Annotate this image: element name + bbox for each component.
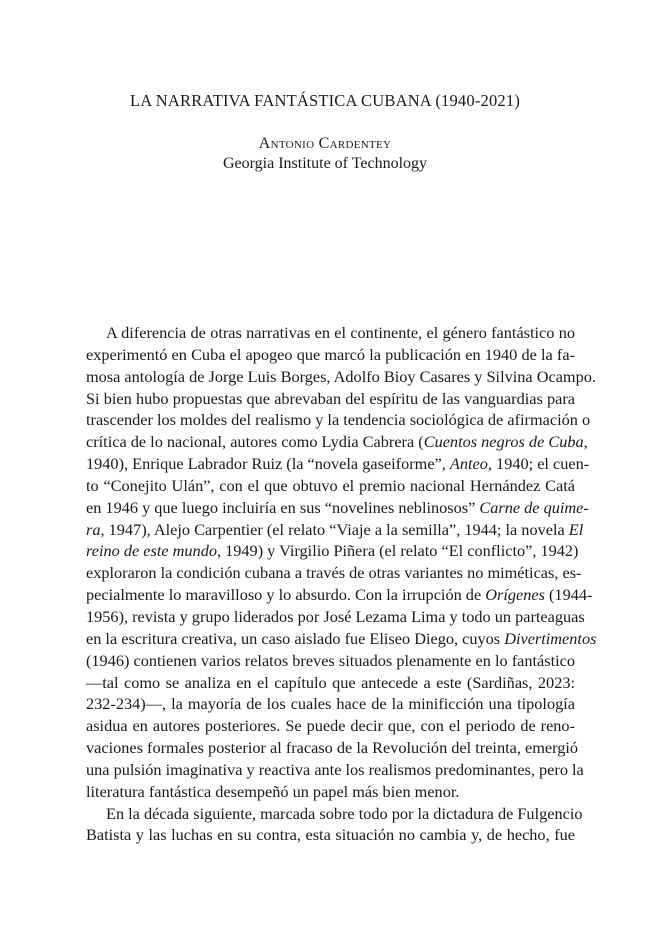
text-run: (1944- <box>544 585 593 605</box>
italic-title: reino de este mundo <box>86 541 217 561</box>
italic-title: Carne de quime- <box>479 497 589 517</box>
text-run: to “Conejito Ulán”, con el que obtuvo el premio nacional Hernández Catá <box>86 475 575 495</box>
text-line <box>86 388 575 410</box>
text-run: 232-234)—, la mayoría de los cuales hace de la minificción una tipología <box>86 694 575 714</box>
text-line <box>86 628 597 650</box>
text-line <box>86 540 579 562</box>
text-run: 1940), Enrique Labrador Ruiz (la “novela gaseiforme”, <box>86 454 450 474</box>
text-run: crítica de lo nacional, autores como Lydia Cabrera ( <box>86 432 424 452</box>
text-run: en la escritura creativa, un caso aislado fue Eliseo Diego, cuyos <box>86 628 505 648</box>
text-run: mosa antología de Jorge Luis Borges, Adolfo Bioy Casares y Silvina Ocampo. <box>86 366 596 386</box>
text-run: , 1949) y Virgilio Piñera (el relato “El conflicto”, 1942) <box>216 541 579 561</box>
text-line <box>86 803 583 825</box>
text-line <box>86 737 579 759</box>
text-line <box>86 322 575 344</box>
text-run: experimentó en Cuba el apogeo que marcó la publicación en 1940 de la fa- <box>86 344 575 364</box>
author-affiliation: Georgia Institute of Technology <box>222 155 428 172</box>
author-name: Antonio Cardentey <box>258 135 392 152</box>
italic-title: Anteo <box>449 454 488 474</box>
italic-title: El <box>568 519 584 539</box>
text-run: —tal como se analiza en el capítulo que antecede a este (Sardiñas, 2023: <box>86 672 575 692</box>
text-line <box>86 366 596 388</box>
text-run: en 1946 y que luego incluiría en sus “novelines neblinosos” <box>86 497 480 517</box>
text-run: literatura fantástica desempeñó un papel más bien menor. <box>86 781 460 801</box>
text-line <box>86 693 575 715</box>
text-line <box>86 453 590 475</box>
text-line <box>86 824 575 846</box>
text-run: (1946) contienen varios relatos breves situados plenamente en lo fantástico <box>86 650 575 670</box>
text-line <box>86 475 575 497</box>
paragraph <box>86 803 583 847</box>
text-run: vaciones formales posterior al fracaso de la Revolución del treinta, emergió <box>86 738 579 758</box>
text-line <box>86 431 588 453</box>
italic-title: Cuentos negros de Cuba <box>423 432 584 452</box>
text-run: asidua en autores posteriores. Se puede decir que, con el periodo de reno- <box>86 716 575 736</box>
italic-title: Divertimentos <box>504 628 597 648</box>
body-text <box>86 322 597 846</box>
text-line <box>86 715 575 737</box>
text-run: una pulsión imaginativa y reactiva ante los realismos predominantes, pero la <box>86 759 584 779</box>
text-line <box>86 781 575 803</box>
text-line <box>86 672 575 694</box>
text-line <box>86 497 589 519</box>
text-run: , 1947), Alejo Carpentier (el relato “Viaje a la semilla”, 1944; la novela <box>100 519 569 539</box>
text-run: Batista y las luchas en su contra, esta situación no cambia y, de hecho, fue <box>86 825 575 845</box>
text-run: , 1940; el cuen- <box>487 454 590 474</box>
text-line <box>86 759 584 781</box>
text-line <box>86 650 575 672</box>
text-run: En la década siguiente, marcada sobre todo por la dictadura de Fulgencio <box>106 803 583 823</box>
paragraph <box>86 322 597 803</box>
italic-title: ra <box>86 519 101 539</box>
italic-title: Orígenes <box>485 585 545 605</box>
text-line <box>86 606 585 628</box>
text-run: trascender los moldes del realismo y la tendencia sociológica de afirmación o <box>86 410 591 430</box>
text-run: , <box>583 432 588 452</box>
text-line <box>86 584 593 606</box>
text-line <box>86 409 591 431</box>
text-run: 1956), revista y grupo liderados por José Lezama Lima y todo un parteaguas <box>86 606 585 626</box>
text-line <box>86 519 584 541</box>
text-run: exploraron la condición cubana a través de otras variantes no miméticas, es- <box>86 563 582 583</box>
text-line <box>86 344 575 366</box>
text-run: pecialmente lo maravilloso y lo absurdo. Con la irrupción de <box>86 585 486 605</box>
text-run: Si bien hubo propuestas que abrevaban del espíritu de las vanguardias para <box>86 388 575 408</box>
chapter-title: LA NARRATIVA FANTÁSTICA CUBANA (1940-2021) <box>129 91 521 110</box>
text-run: A diferencia de otras narrativas en el continente, el género fantástico no <box>106 323 575 342</box>
text-line <box>86 562 582 584</box>
